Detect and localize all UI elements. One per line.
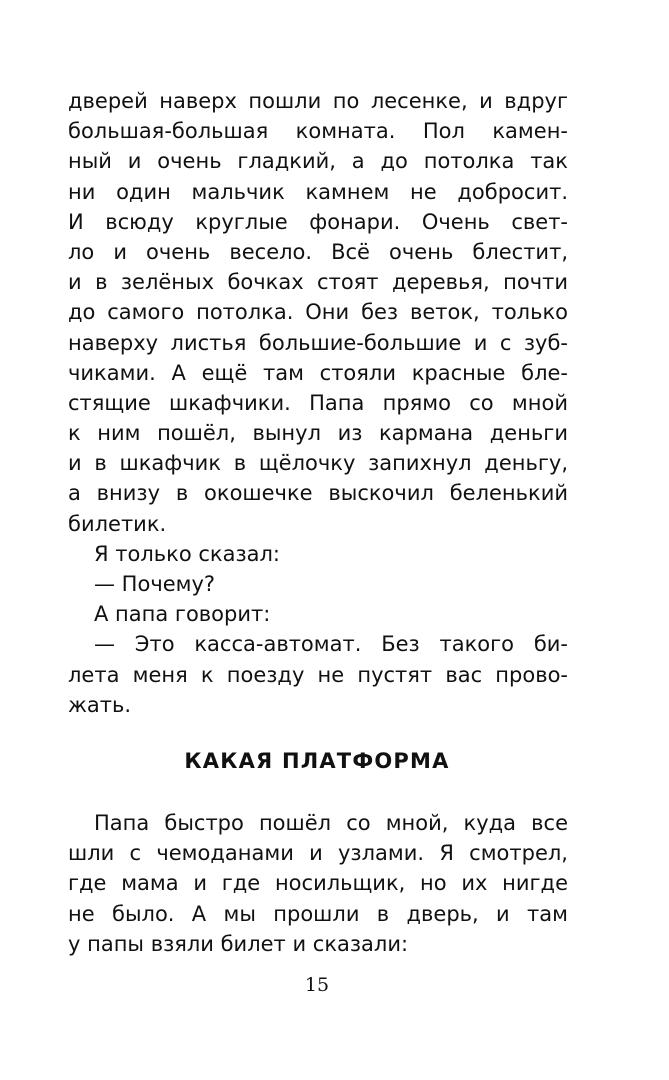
page-number: 15 <box>304 974 330 996</box>
text-line: шли с чемоданами и узлами. Я смотрел, <box>68 841 568 866</box>
text-line: дверей наверх пошли по лесенке, и вдруг <box>68 89 568 113</box>
text-line: где мама и где носильщик, но их нигде <box>68 871 568 896</box>
text-line: жать. <box>68 692 132 717</box>
text-line: ло и очень весело. Всё очень блестит, <box>68 239 568 264</box>
text-line: ный и очень гладкий, а до потолка так <box>68 149 568 174</box>
text-line: и в зелёных бочках стоят деревья, почти <box>68 270 568 295</box>
text-line: И всюду круглые фонари. Очень свет- <box>68 209 568 234</box>
dialogue-line: — Почему? <box>94 572 216 596</box>
text-line: ни один мальчик камнем не добросит. <box>68 179 568 204</box>
text-line: Я только сказал: <box>94 541 280 566</box>
text-line: к ним пошёл, вынул из кармана деньги <box>68 421 568 446</box>
story-text-part1 <box>68 86 568 720</box>
text-line: чиками. А ещё там стояли красные бле- <box>68 360 568 385</box>
text-line: большая-большая комната. Пол камен- <box>68 119 568 144</box>
text-line: у папы взяли билет и сказали: <box>68 931 409 956</box>
text-line: Папа быстро пошёл со мной, куда все <box>94 811 568 835</box>
text-line: лета меня к поезду не пустят вас прово- <box>68 662 568 687</box>
chapter-heading: КАКАЯ ПЛАТФОРМА <box>184 749 450 773</box>
story-text-part2 <box>68 808 568 959</box>
text-line: наверху листья большие-большие и с зуб- <box>68 330 568 355</box>
text-line: не было. А мы прошли в дверь, и там <box>68 901 568 926</box>
text-line: билетик. <box>68 511 167 536</box>
text-line: стящие шкафчики. Папа прямо со мной <box>68 390 568 415</box>
text-line: и в шкафчик в щёлочку запихнул деньгу, <box>68 451 568 476</box>
text-line: до самого потолка. Они без веток, только <box>68 300 568 325</box>
text-line: а внизу в окошечке выскочил беленький <box>68 481 568 506</box>
dialogue-line: — Это касса-автомат. Без такого би- <box>94 632 568 657</box>
text-line: А папа говорит: <box>94 602 271 627</box>
